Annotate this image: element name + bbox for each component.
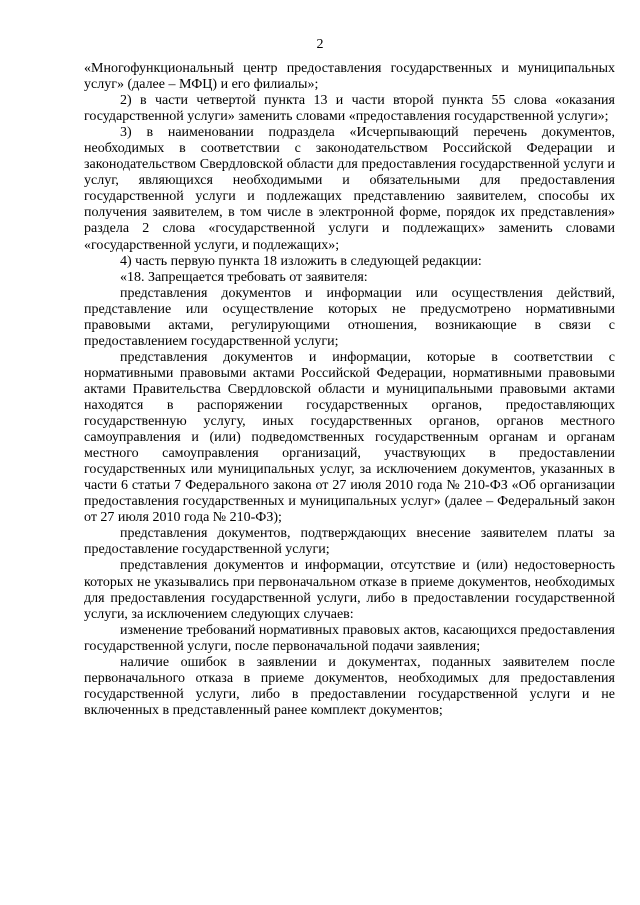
paragraph-item-2: 2) в части четвертой пункта 13 и части второй пункта 55 слова «оказания государственной услуги» заменить словами «предоставления государственной услуги»; — [84, 93, 615, 125]
page-number: 2 — [316, 37, 324, 52]
paragraph-clause-18-documents-in-possession: представления документов и информации, которые в соответствии с нормативными правовыми актами Российской Федерации, нормативными правовыми актами Правительства Свердловской области и муниципальными правовыми актами находятся в распоряжении государственных органов, предоставляющих государственную услугу, иных государственных органов, органов местного самоуправления и (или) подведомственных государственным органам и органам местного самоуправления организаций, участвующих в предоставлении государственных или муниципальных услуг, за исключением документов, указанных в части 6 статьи 7 Федерального закона от 27 июля 2010 года № 210-ФЗ «Об организации предоставления государственных и муниципальных услуг» (далее – Федеральный закон от 27 июля 2010 года № 210-ФЗ); — [84, 349, 615, 526]
paragraph-item-4: 4) часть первую пункта 18 изложить в следующей редакции: — [120, 253, 482, 269]
paragraph-clause-18-heading: «18. Запрещается требовать от заявителя: — [120, 269, 368, 285]
document-body — [84, 61, 615, 719]
paragraph-clause-18-refusal: представления документов и информации, отсутствие и (или) недостоверность которых не указывались при первоначальном отказе в приеме документов, необходимых для предоставления государственной услуги, либо в предоставлении государственной услуги, за исключением следующих случаев: — [84, 558, 615, 622]
paragraph-clause-18-payment: представления документов, подтверждающих внесение заявителем платы за предоставление государственной услуги; — [84, 526, 615, 558]
paragraph-clause-18-actions: представления документов и информации или осуществления действий, представление или осуществление которых не предусмотрено нормативными правовыми актами, регулирующими отношения, возникающие в связи с предоставлением государственной услуги; — [84, 285, 615, 349]
paragraph-exception-regulation-change: изменение требований нормативных правовых актов, касающихся предоставления государственной услуги, после первоначальной подачи заявления; — [84, 622, 615, 654]
paragraph-mfc-continuation: «Многофункциональный центр предоставления государственных и муниципальных услуг» (далее – МФЦ) и его филиалы»; — [84, 61, 615, 93]
paragraph-exception-errors: наличие ошибок в заявлении и документах, поданных заявителем после первоначального отказа в приеме документов, необходимых для предоставления государственной услуги, либо в предоставлении государственной услуги и не включенных в представленный ранее комплект документов; — [84, 654, 615, 718]
paragraph-item-3: 3) в наименовании подраздела «Исчерпывающий перечень документов, необходимых в соответствии с законодательством Российской Федерации и законодательством Свердловской области для предоставления государственной услуги и услуг, являющихся необходимыми и обязательными для предоставления государственной услуги и подлежащих представлению заявителем, способы их получения заявителем, в том числе в электронной форме, порядок их представления» раздела 2 слова «государственной услуги и подлежащих» заменить словами «государственной услуги, и подлежащих»; — [84, 125, 615, 253]
